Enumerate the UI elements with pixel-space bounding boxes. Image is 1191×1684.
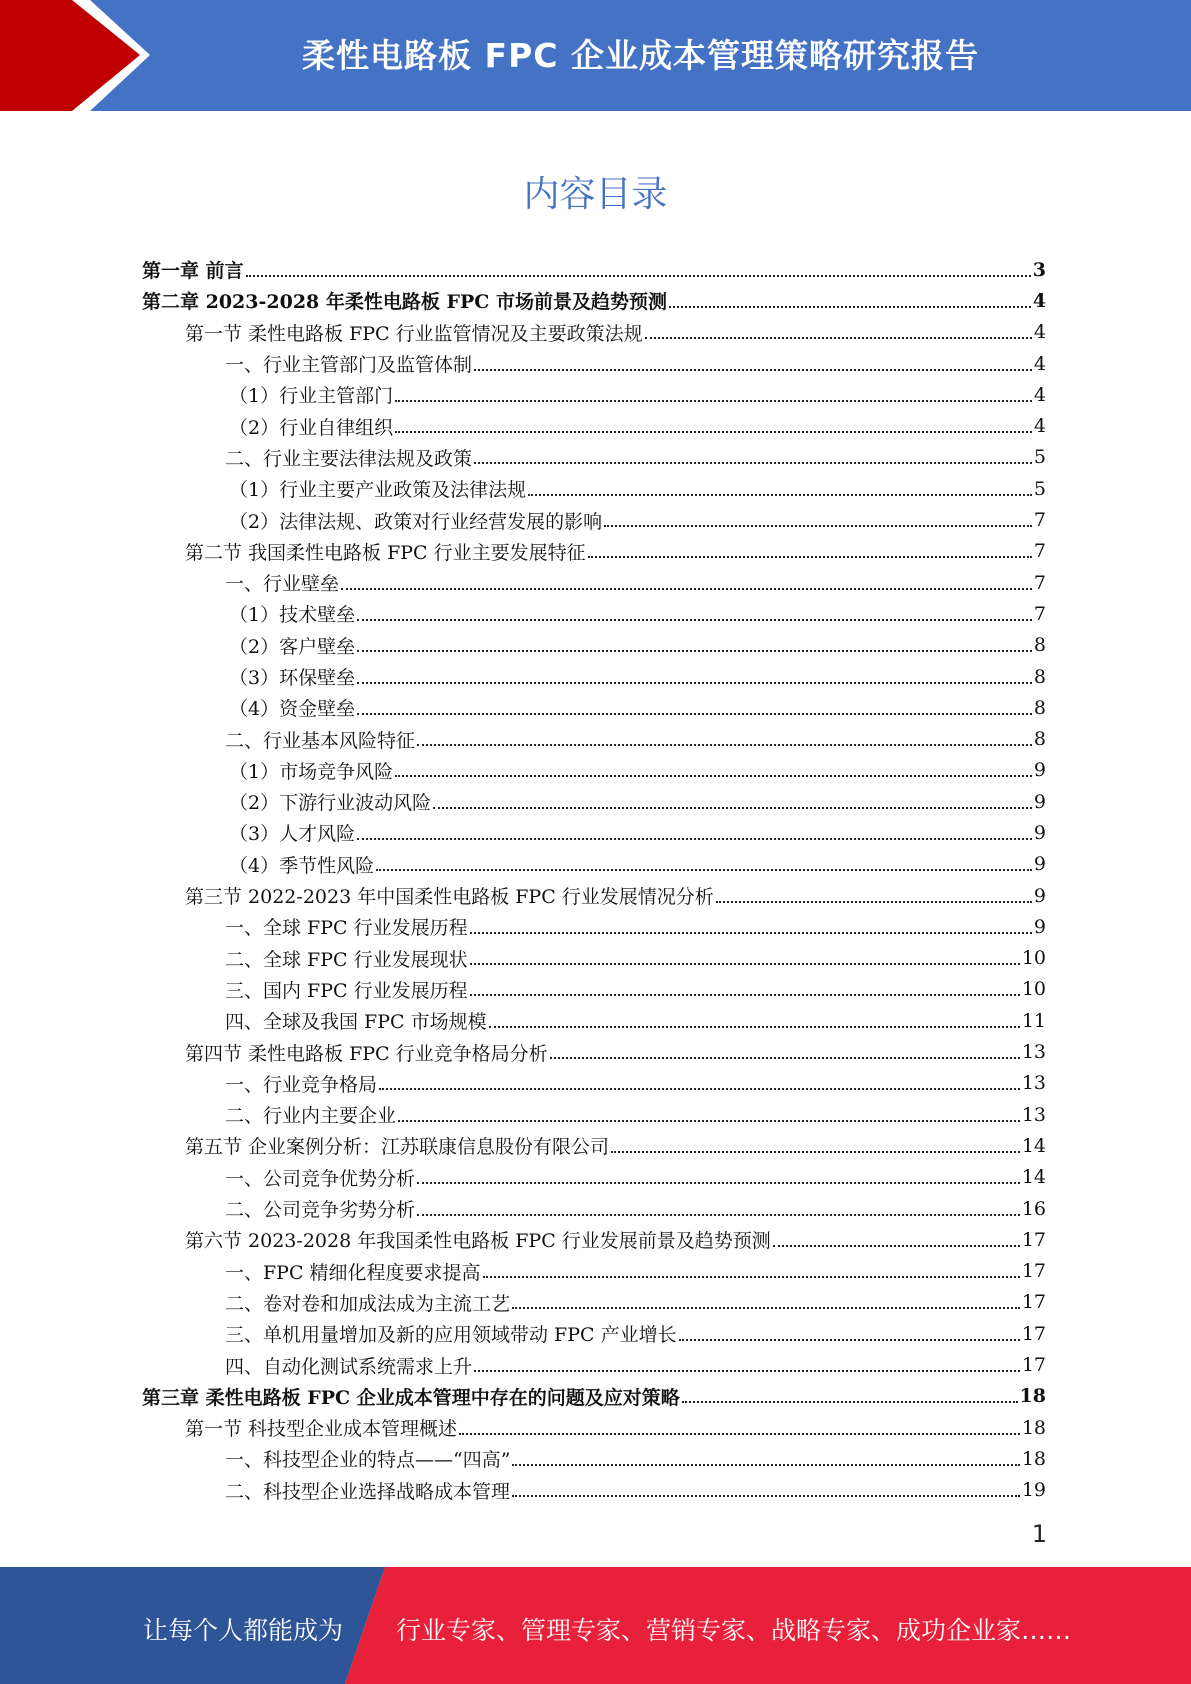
page-number: 1 xyxy=(1031,1520,1047,1548)
toc-entry-page: 9 xyxy=(1033,821,1046,844)
toc-entry-title: 一、全球 FPC 行业发展历程 xyxy=(225,917,468,940)
toc-entry[interactable] xyxy=(142,536,1046,567)
toc-leader-dots xyxy=(395,775,1032,777)
toc-entry-title: （4）季节性风险 xyxy=(229,854,375,877)
toc-entry-title: （3）环保壁垒 xyxy=(229,667,356,689)
toc-entry-page: 11 xyxy=(1021,1009,1046,1032)
toc-entry-page: 18 xyxy=(1021,1447,1046,1470)
toc-entry[interactable] xyxy=(142,723,1046,754)
toc-entry-title: （1）行业主要产业政策及法律法规 xyxy=(229,479,527,502)
toc-entry-page: 17 xyxy=(1021,1260,1046,1283)
toc-entry-title: 二、行业主要法律法规及政策 xyxy=(225,447,473,470)
toc-heading: 内容目录 xyxy=(523,174,668,215)
toc-entry[interactable] xyxy=(142,630,1046,661)
toc-entry[interactable] xyxy=(142,410,1046,441)
toc-entry-page: 4 xyxy=(1033,321,1046,344)
toc-entry[interactable] xyxy=(142,661,1046,692)
toc-entry-title: 四、自动化测试系统需求上升 xyxy=(225,1355,473,1378)
toc-entry-page: 14 xyxy=(1021,1166,1046,1189)
toc-leader-dots xyxy=(528,494,1032,496)
toc-entry[interactable] xyxy=(142,473,1046,504)
toc-leader-dots xyxy=(357,619,1032,621)
toc-leader-dots xyxy=(357,713,1032,715)
toc-entry-page: 16 xyxy=(1021,1197,1046,1220)
toc-entry-title: 第四节 柔性电路板 FPC 行业竞争格局分析 xyxy=(185,1042,548,1065)
toc-entry[interactable] xyxy=(142,1224,1046,1255)
toc-entry-page: 13 xyxy=(1021,1041,1046,1064)
toc-entry-page: 8 xyxy=(1033,634,1046,657)
toc-entry-title: 第五节 企业案例分析：江苏联康信息股份有限公司 xyxy=(185,1136,610,1159)
toc-entry-page: 14 xyxy=(1021,1134,1046,1157)
toc-leader-dots xyxy=(470,963,1020,965)
toc-leader-dots xyxy=(588,556,1032,558)
toc-leader-dots xyxy=(474,369,1032,371)
toc-entry-title: （1）技术壁垒 xyxy=(229,604,356,627)
toc-entry-title: 第三节 2022-2023 年中国柔性电路板 FPC 行业发展情况分析 xyxy=(185,886,714,909)
toc-entry-page: 3 xyxy=(1032,258,1046,281)
toc-leader-dots xyxy=(474,1370,1020,1372)
toc-entry-title: （1）市场竞争风险 xyxy=(229,760,394,783)
toc-entry-page: 13 xyxy=(1021,1103,1046,1126)
toc-leader-dots xyxy=(470,994,1020,996)
toc-entry-page: 4 xyxy=(1033,352,1046,375)
toc-leader-dots xyxy=(417,1214,1020,1216)
toc-entry-page: 8 xyxy=(1033,665,1046,688)
toc-leader-dots xyxy=(773,1245,1020,1247)
toc-leader-dots xyxy=(357,650,1032,652)
toc-entry-page: 5 xyxy=(1033,477,1046,500)
toc-entry-page: 18 xyxy=(1019,1385,1046,1408)
toc-entry-title: 一、行业主管部门及监管体制 xyxy=(225,354,473,377)
toc-entry-title: 一、行业壁垒 xyxy=(225,573,340,596)
toc-entry[interactable] xyxy=(142,348,1046,379)
toc-leader-dots xyxy=(417,1182,1020,1184)
toc-entry-page: 8 xyxy=(1033,728,1046,751)
toc-entry-title: 第二章 2023-2028 年柔性电路板 FPC 市场前景及趋势预测 xyxy=(142,291,668,314)
toc-entry-page: 7 xyxy=(1033,571,1046,594)
toc-entry-title: 第一节 柔性电路板 FPC 行业监管情况及主要政策法规 xyxy=(185,322,643,345)
toc-entry-page: 17 xyxy=(1021,1228,1046,1251)
toc-leader-dots xyxy=(398,1120,1020,1122)
toc-entry-page: 8 xyxy=(1033,696,1046,719)
toc-leader-dots xyxy=(246,275,1031,277)
toc-entry[interactable] xyxy=(142,1443,1046,1474)
toc-entry[interactable] xyxy=(142,1036,1046,1067)
toc-leader-dots xyxy=(379,1088,1020,1090)
toc-entry[interactable] xyxy=(142,755,1046,786)
toc-leader-dots xyxy=(395,400,1032,402)
toc-entry-title: 三、单机用量增加及新的应用领域带动 FPC 产业增长 xyxy=(225,1324,677,1347)
toc-leader-dots xyxy=(604,525,1032,527)
toc-entry-title: 二、全球 FPC 行业发展现状 xyxy=(225,948,468,971)
toc-leader-dots xyxy=(682,1401,1018,1403)
toc-entry-title: （2）客户壁垒 xyxy=(229,635,356,658)
toc-entry-title: 一、科技型企业的特点——“四高” xyxy=(225,1449,511,1472)
toc-entry-title: 二、行业基本风险特征 xyxy=(225,729,416,752)
toc-entry-page: 9 xyxy=(1033,915,1046,938)
toc-entry-title: 二、行业内主要企业 xyxy=(225,1105,397,1128)
toc-leader-dots xyxy=(489,1026,1020,1028)
footer-slogan-right: 行业专家、管理专家、营销专家、战略专家、成功企业家…… xyxy=(396,1616,1072,1645)
toc-entry[interactable] xyxy=(142,880,1046,911)
toc-leader-dots xyxy=(483,1276,1020,1278)
toc-entry-title: （2）法律法规、政策对行业经营发展的影响 xyxy=(229,510,603,533)
toc-entry[interactable] xyxy=(142,442,1046,473)
toc-entry-title: 第二节 我国柔性电路板 FPC 行业主要发展特征 xyxy=(185,541,586,564)
toc-leader-dots xyxy=(433,807,1032,809)
toc-entry[interactable] xyxy=(142,1005,1046,1036)
toc-entry[interactable] xyxy=(142,254,1046,285)
toc-entry[interactable] xyxy=(142,1349,1046,1380)
toc-leader-dots xyxy=(357,682,1032,684)
toc-leader-dots xyxy=(512,1495,1020,1497)
toc-entry-page: 5 xyxy=(1033,446,1046,469)
toc-entry-page: 13 xyxy=(1021,1072,1046,1095)
toc-entry[interactable] xyxy=(142,1130,1046,1161)
toc-entry-title: （4）资金壁垒 xyxy=(229,698,356,721)
toc-entry[interactable] xyxy=(142,974,1046,1005)
toc-entry-page: 4 xyxy=(1033,383,1046,406)
toc-entry-page: 17 xyxy=(1021,1354,1046,1377)
toc-entry-title: （2）行业自律组织 xyxy=(229,416,394,439)
toc-leader-dots xyxy=(645,337,1032,339)
toc-entry-page: 18 xyxy=(1021,1416,1046,1439)
toc-entry[interactable] xyxy=(142,911,1046,942)
toc-entry[interactable] xyxy=(142,504,1046,535)
page-header xyxy=(0,0,1191,111)
toc-entry[interactable] xyxy=(142,1099,1046,1130)
toc-leader-dots xyxy=(512,1464,1019,1466)
toc-leader-dots xyxy=(395,431,1032,433)
toc-leader-dots xyxy=(716,901,1032,903)
toc-leader-dots xyxy=(474,462,1032,464)
toc-entry-page: 7 xyxy=(1033,509,1046,532)
toc-entry[interactable] xyxy=(142,1475,1046,1506)
toc-entry-title: 二、公司竞争劣势分析 xyxy=(225,1199,416,1222)
toc-leader-dots xyxy=(459,1433,1020,1435)
toc-entry-title: 第六节 2023-2028 年我国柔性电路板 FPC 行业发展前景及趋势预测 xyxy=(185,1230,771,1253)
toc-entry-title: 二、科技型企业选择战略成本管理 xyxy=(225,1480,511,1503)
toc-entry-page: 9 xyxy=(1033,790,1046,813)
toc-entry[interactable] xyxy=(142,1381,1046,1412)
toc-entry[interactable] xyxy=(142,1318,1046,1349)
toc-entry-title: （2）下游行业波动风险 xyxy=(229,792,432,815)
toc-entry-title: （1）行业主管部门 xyxy=(229,385,394,408)
toc-entry[interactable] xyxy=(142,943,1046,974)
toc-entry-page: 9 xyxy=(1033,853,1046,876)
toc-leader-dots xyxy=(611,1151,1020,1153)
toc-entry[interactable] xyxy=(142,1068,1046,1099)
toc-entry-page: 4 xyxy=(1033,415,1046,438)
toc-entry[interactable] xyxy=(142,379,1046,410)
toc-leader-dots xyxy=(550,1057,1020,1059)
toc-leader-dots xyxy=(357,838,1032,840)
toc-entry[interactable] xyxy=(142,817,1046,848)
toc-entry-title: 一、FPC 精细化程度要求提高 xyxy=(225,1261,481,1284)
toc-entry[interactable] xyxy=(142,1412,1046,1443)
toc-leader-dots xyxy=(341,588,1032,590)
toc-leader-dots xyxy=(512,1307,1020,1309)
toc-entry-page: 4 xyxy=(1032,289,1046,312)
toc-leader-dots xyxy=(470,932,1032,934)
report-title: 柔性电路板 FPC 企业成本管理策略研究报告 xyxy=(302,36,979,75)
toc-entry-page: 19 xyxy=(1021,1479,1046,1502)
toc-entry-title: 一、行业竞争格局 xyxy=(225,1073,378,1096)
toc-entry[interactable] xyxy=(142,786,1046,817)
toc-leader-dots xyxy=(669,306,1031,308)
toc-entry[interactable] xyxy=(142,1162,1046,1193)
toc-entry[interactable] xyxy=(142,1256,1046,1287)
toc-entry[interactable] xyxy=(142,1193,1046,1224)
toc-entry-page: 7 xyxy=(1033,540,1046,563)
toc-entry-title: 四、全球及我国 FPC 市场规模 xyxy=(225,1011,487,1034)
footer-slogan-left: 让每个人都能成为 xyxy=(143,1616,344,1645)
toc-entry-page: 17 xyxy=(1021,1291,1046,1314)
toc-entry[interactable] xyxy=(142,692,1046,723)
toc-entry-page: 17 xyxy=(1021,1322,1046,1345)
toc-leader-dots xyxy=(679,1339,1020,1341)
toc-entry-title: 第一章 前言 xyxy=(142,260,244,283)
toc-leader-dots xyxy=(417,744,1032,746)
toc-entry[interactable] xyxy=(142,849,1046,880)
toc-entry-page: 10 xyxy=(1021,947,1046,970)
toc-entry-page: 9 xyxy=(1033,884,1046,907)
toc-entry[interactable] xyxy=(142,285,1046,316)
page-footer xyxy=(0,1567,1191,1684)
toc-entry-title: 第三章 柔性电路板 FPC 企业成本管理中存在的问题及应对策略 xyxy=(142,1386,680,1409)
toc-entry-title: 三、国内 FPC 行业发展历程 xyxy=(225,979,468,1002)
toc-entry[interactable] xyxy=(142,567,1046,598)
toc-entry-page: 7 xyxy=(1033,602,1046,625)
toc-entry-title: （3）人才风险 xyxy=(229,823,356,846)
toc-leader-dots xyxy=(376,869,1032,871)
toc-entry-title: 二、卷对卷和加成法成为主流工艺 xyxy=(225,1292,511,1315)
toc-entry-page: 9 xyxy=(1033,759,1046,782)
toc-entry-title: 一、公司竞争优势分析 xyxy=(225,1167,416,1190)
toc-entry-page: 10 xyxy=(1021,978,1046,1001)
table-of-contents xyxy=(142,254,1046,1506)
toc-entry-title: 第一节 科技型企业成本管理概述 xyxy=(185,1418,458,1441)
toc-entry[interactable] xyxy=(142,317,1046,348)
toc-entry[interactable] xyxy=(142,598,1046,629)
toc-entry[interactable] xyxy=(142,1287,1046,1318)
